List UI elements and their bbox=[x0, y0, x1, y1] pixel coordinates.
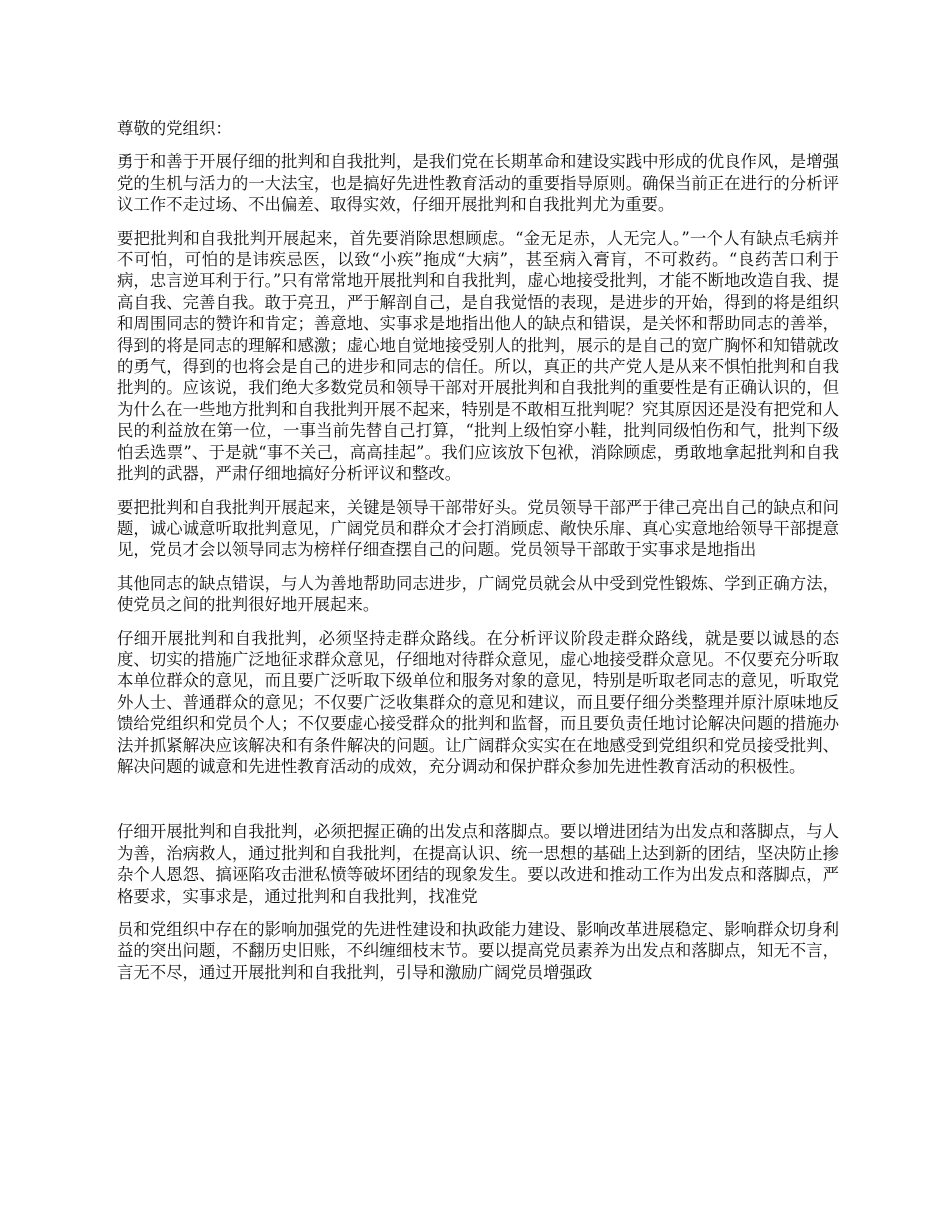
paragraph-1: 勇于和善于开展仔细的批判和自我批判，是我们党在长期革命和建设实践中形成的优良作风，是增强党的生机与活力的一大法宝，也是搞好先进性教育活动的重要指导原则。确保当前正在进行的分析评议工作不走过场、不出偏差、取得实效，仔细开展批判和自我批判尤为重要。 bbox=[117, 152, 839, 215]
document-page bbox=[117, 118, 839, 995]
paragraph-6: 仔细开展批判和自我批判，必须把握正确的出发点和落脚点。要以增进团结为出发点和落脚点，与人为善，治病救人，通过批判和自我批判，在提高认识、统一思想的基础上达到新的团结，坚决防止掺杂个人恩怨、搞诬陷攻击泄私愤等破坏团结的现象发生。要以改进和推动工作为出发点和落脚点，严格要求，实事求是，通过批判和自我批判，找准党 bbox=[117, 822, 839, 906]
paragraph-5: 仔细开展批判和自我批判，必须坚持走群众路线。在分析评议阶段走群众路线，就是要以诚恳的态度、切实的措施广泛地征求群众意见，仔细地对待群众意见，虚心地接受群众意见。不仅要充分听取本单位群众的意见，而且要广泛听取下级单位和服务对象的意见，特别是听取老同志的意见，听取党外人士、普通群众的意见；不仅要广泛收集群众的意见和建议，而且要仔细分类整理并原汁原味地反馈给党组织和党员个人；不仅要虚心接受群众的批判和监督，而且要负责任地讨论解决问题的措施办法并抓紧解决应该解决和有条件解决的问题。让广阔群众实实在在地感受到党组织和党员接受批判、解决问题的诚意和先进性教育活动的成效，充分调动和保护群众参加先进性教育活动的积极性。 bbox=[117, 628, 839, 776]
paragraph-7: 员和党组织中存在的影响加强党的先进性建设和执政能力建设、影响改革进展稳定、影响群众切身利益的突出问题，不翻历史旧账，不纠缠细枝末节。要以提高党员素养为出发点和落脚点，知无不言，言无不尽，通过开展批判和自我批判，引导和激励广阔党员增强政 bbox=[117, 920, 839, 982]
paragraph-3: 要把批判和自我批判开展起来，关键是领导干部带好头。党员领导干部严于律己亮出自己的缺点和问题，诚心诚意听取批判意见，广阔党员和群众才会打消顾虑、敞快乐扉、真心实意地给领导干部提意见，党员才会以领导同志为榜样仔细查摆自己的问题。党员领导干部敢于实事求是地指出 bbox=[117, 497, 839, 560]
paragraph-gap bbox=[117, 789, 839, 821]
salutation: 尊敬的党组织： bbox=[117, 119, 232, 138]
paragraph-2: 要把批判和自我批判开展起来，首先要消除思想顾虑。“金无足赤，人无完人。”一个人有缺点毛病并不可怕，可怕的是讳疾忌医，以致“小疾”拖成“大病”，甚至病入膏肓，不可救药。“良药苦口利于病，忠言逆耳利于行。”只有常常地开展批判和自我批判，虚心地接受批判，才能不断地改造自我、提高自我、完善自我。敢于亮丑，严于解剖自己，是自我觉悟的表现，是进步的开始，得到的将是组织和周围同志的赞许和肯定；善意地、实事求是地指出他人的缺点和错误，是关怀和帮助同志的善举，得到的将是同志的理解和感激；虚心地自觉地接受别人的批判，展示的是自己的宽广胸怀和知错就改的勇气，得到的也将会是自己的进步和同志的信任。所以，真正的共产党人是从来不惧怕批判和自我批判的。应该说，我们绝大多数党员和领导干部对开展批判和自我批判的重要性是有正确认识的，但为什么在一些地方批判和自我批判开展不起来，特别是不敢相互批判呢？究其原因还是没有把党和人民的利益放在第一位，一事当前先替自己打算，“批判上级怕穿小鞋，批判同级怕伤和气，批判下级怕丢选票”、于是就“事不关己，高高挂起”。我们应该放下包袱，消除顾虑，勇敢地拿起批判和自我批判的武器，严肃仔细地搞好分析评议和整改。 bbox=[117, 228, 839, 484]
paragraph-4: 其他同志的缺点错误，与人为善地帮助同志进步，广阔党员就会从中受到党性锻炼、学到正确方法，使党员之间的批判很好地开展起来。 bbox=[117, 573, 839, 615]
